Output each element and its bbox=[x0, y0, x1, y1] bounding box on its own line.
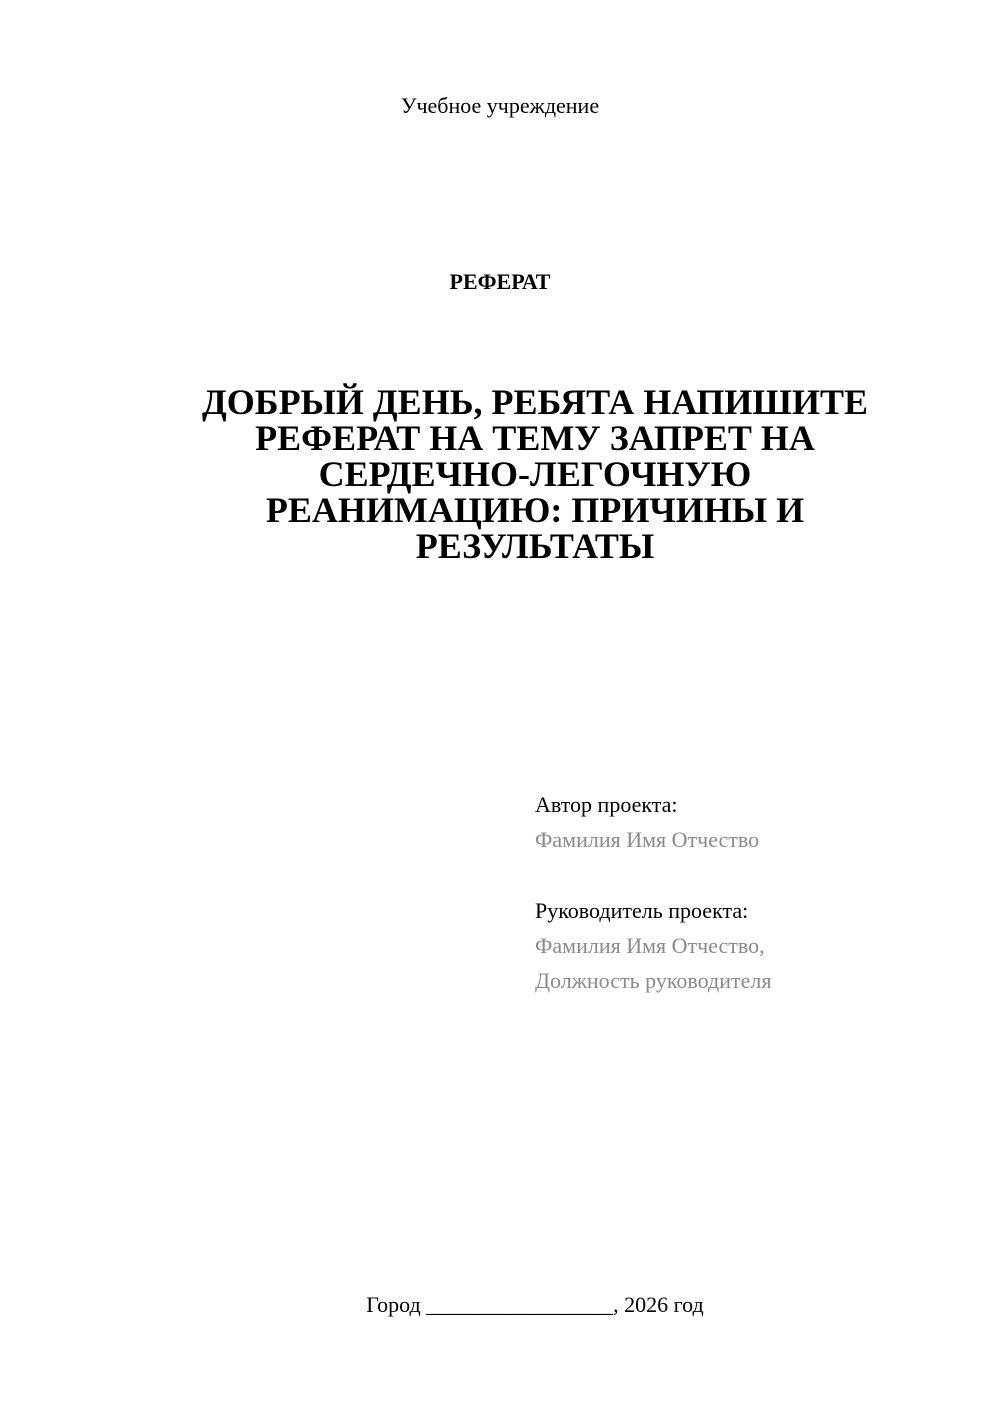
supervisor-name: Фамилия Имя Отчество, bbox=[535, 933, 765, 958]
author-block bbox=[535, 787, 759, 857]
document-type: РЕФЕРАТ bbox=[449, 269, 551, 294]
topic-line: СЕРДЕЧНО-ЛЕГОЧНУЮ bbox=[318, 454, 752, 494]
institution-name: Учебное учреждение bbox=[400, 93, 600, 118]
supervisor-block bbox=[535, 893, 771, 998]
author-label: Автор проекта: bbox=[535, 792, 678, 817]
topic-line: ДОБРЫЙ ДЕНЬ, РЕБЯТА НАПИШИТЕ bbox=[202, 382, 868, 422]
topic-line: РЕЗУЛЬТАТЫ bbox=[415, 526, 655, 566]
supervisor-label: Руководитель проекта: bbox=[535, 898, 749, 923]
topic-line: РЕАНИМАЦИЮ: ПРИЧИНЫ И bbox=[265, 490, 805, 530]
supervisor-position: Должность руководителя bbox=[535, 968, 772, 993]
author-name: Фамилия Имя Отчество bbox=[535, 827, 760, 852]
topic-line: РЕФЕРАТ НА ТЕМУ ЗАПРЕТ НА bbox=[255, 418, 815, 458]
city-year-line: Город _________________, 2026 год bbox=[366, 1292, 704, 1317]
document-topic bbox=[150, 384, 920, 564]
